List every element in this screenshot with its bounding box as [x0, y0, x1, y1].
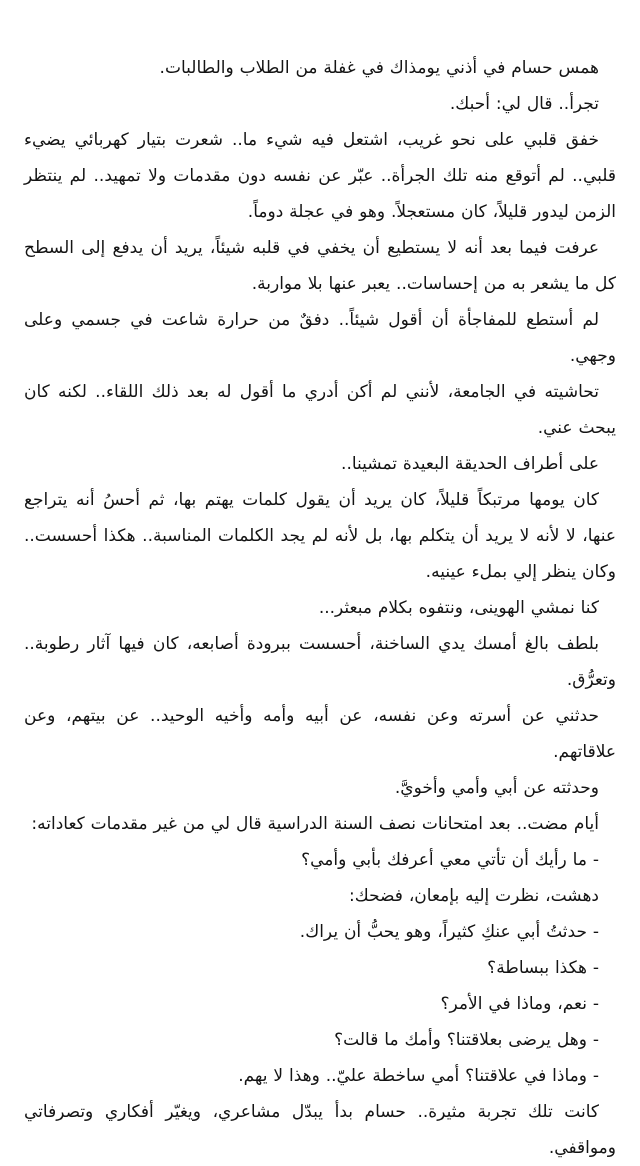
paragraph-11: حدثني عن أسرته وعن نفسه، عن أبيه وأمه وأخيه الوحيد.. عن بيتهم، وعن علاقاتهم. — [24, 706, 616, 762]
paragraph-8: كان يومها مرتبكاً قليلاً، كان يريد أن يقول كلمات يهتم بها، ثم أحسُ أنه يتراجع عنها، لا لأنه لا يريد أن يتكلم بها، بل لأنه لم يجد الكلمات المناسبة.. هكذا أحسست.. وكان ينظر إلي بملء عينيه. — [24, 490, 616, 582]
dialogue-line-3: - هكذا ببساطة؟ — [487, 958, 599, 978]
paragraph-1: همس حسام في أذني يومذاك في غفلة من الطلاب والطالبات. — [159, 58, 599, 78]
paragraph-5: لم أستطع للمفاجأة أن أقول شيئاً.. دفقٌ من حرارة شاعت في جسمي وعلى وجهي. — [24, 310, 616, 366]
paragraph-2: تجرأ.. قال لي: أحبك. — [449, 94, 599, 114]
paragraph-6: تحاشيته في الجامعة، لأنني لم أكن أدري ما أقول له بعد ذلك اللقاء.. لكنه كان يبحث عني. — [24, 382, 616, 438]
dialogue-line-2: - حدثتُ أبي عنكِ كثيراً، وهو يحبُّ أن يراك. — [299, 922, 599, 942]
paragraph-9: كنا نمشي الهوينى، ونتفوه بكلام مبعثر... — [318, 598, 599, 618]
paragraph-12: وحدثته عن أبي وأمي وأخويَّ. — [394, 778, 599, 798]
dialogue-line-1: - ما رأيك أن تأتي معي أعرفك بأبي وأمي؟ — [301, 850, 599, 870]
paragraph-7: على أطراف الحديقة البعيدة تمشينا.. — [341, 454, 599, 474]
dialogue-line-4: - نعم، وماذا في الأمر؟ — [440, 994, 599, 1014]
paragraph-14: دهشت، نظرت إليه بإمعان، فضحك: — [349, 886, 599, 906]
paragraph-10: بلطف بالغ أمسك يدي الساخنة، أحسست ببرودة أصابعه، كان فيها آثار رطوبة.. وتعرُّق. — [24, 634, 616, 690]
paragraph-4: عرفت فيما بعد أنه لا يستطيع أن يخفي في قلبه شيئاً، يريد أن يدفع إلى السطح كل ما يشعر به من إحساسات.. يعبر عنها بلا مواربة. — [24, 238, 616, 294]
dialogue-line-6: - وماذا في علاقتنا؟ أمي ساخطة عليّ.. وهذا لا يهم. — [238, 1066, 599, 1086]
dialogue-line-5: - وهل يرضى بعلاقتنا؟ وأمك ما قالت؟ — [334, 1030, 599, 1050]
paragraph-3: خفق قلبي على نحو غريب، اشتعل فيه شيء ما.. شعرت بتيار كهربائي يضيء قلبي.. لم أتوقع منه تلك الجرأة.. عبّر عن نفسه دون مقدمات ولا تمهيد.. لم ينتظر الزمن ليدور قليلاً، كان مستعجلاً. وهو في عجلة دوماً. — [24, 130, 616, 222]
paragraph-13: أيام مضت.. بعد امتحانات نصف السنة الدراسية قال لي من غير مقدمات كعاداته: — [31, 814, 599, 834]
paragraph-15: كانت تلك تجربة مثيرة.. حسام بدأ يبدّل مشاعري، ويغيّر أفكاري وتصرفاتي ومواقفي. — [24, 1102, 616, 1158]
